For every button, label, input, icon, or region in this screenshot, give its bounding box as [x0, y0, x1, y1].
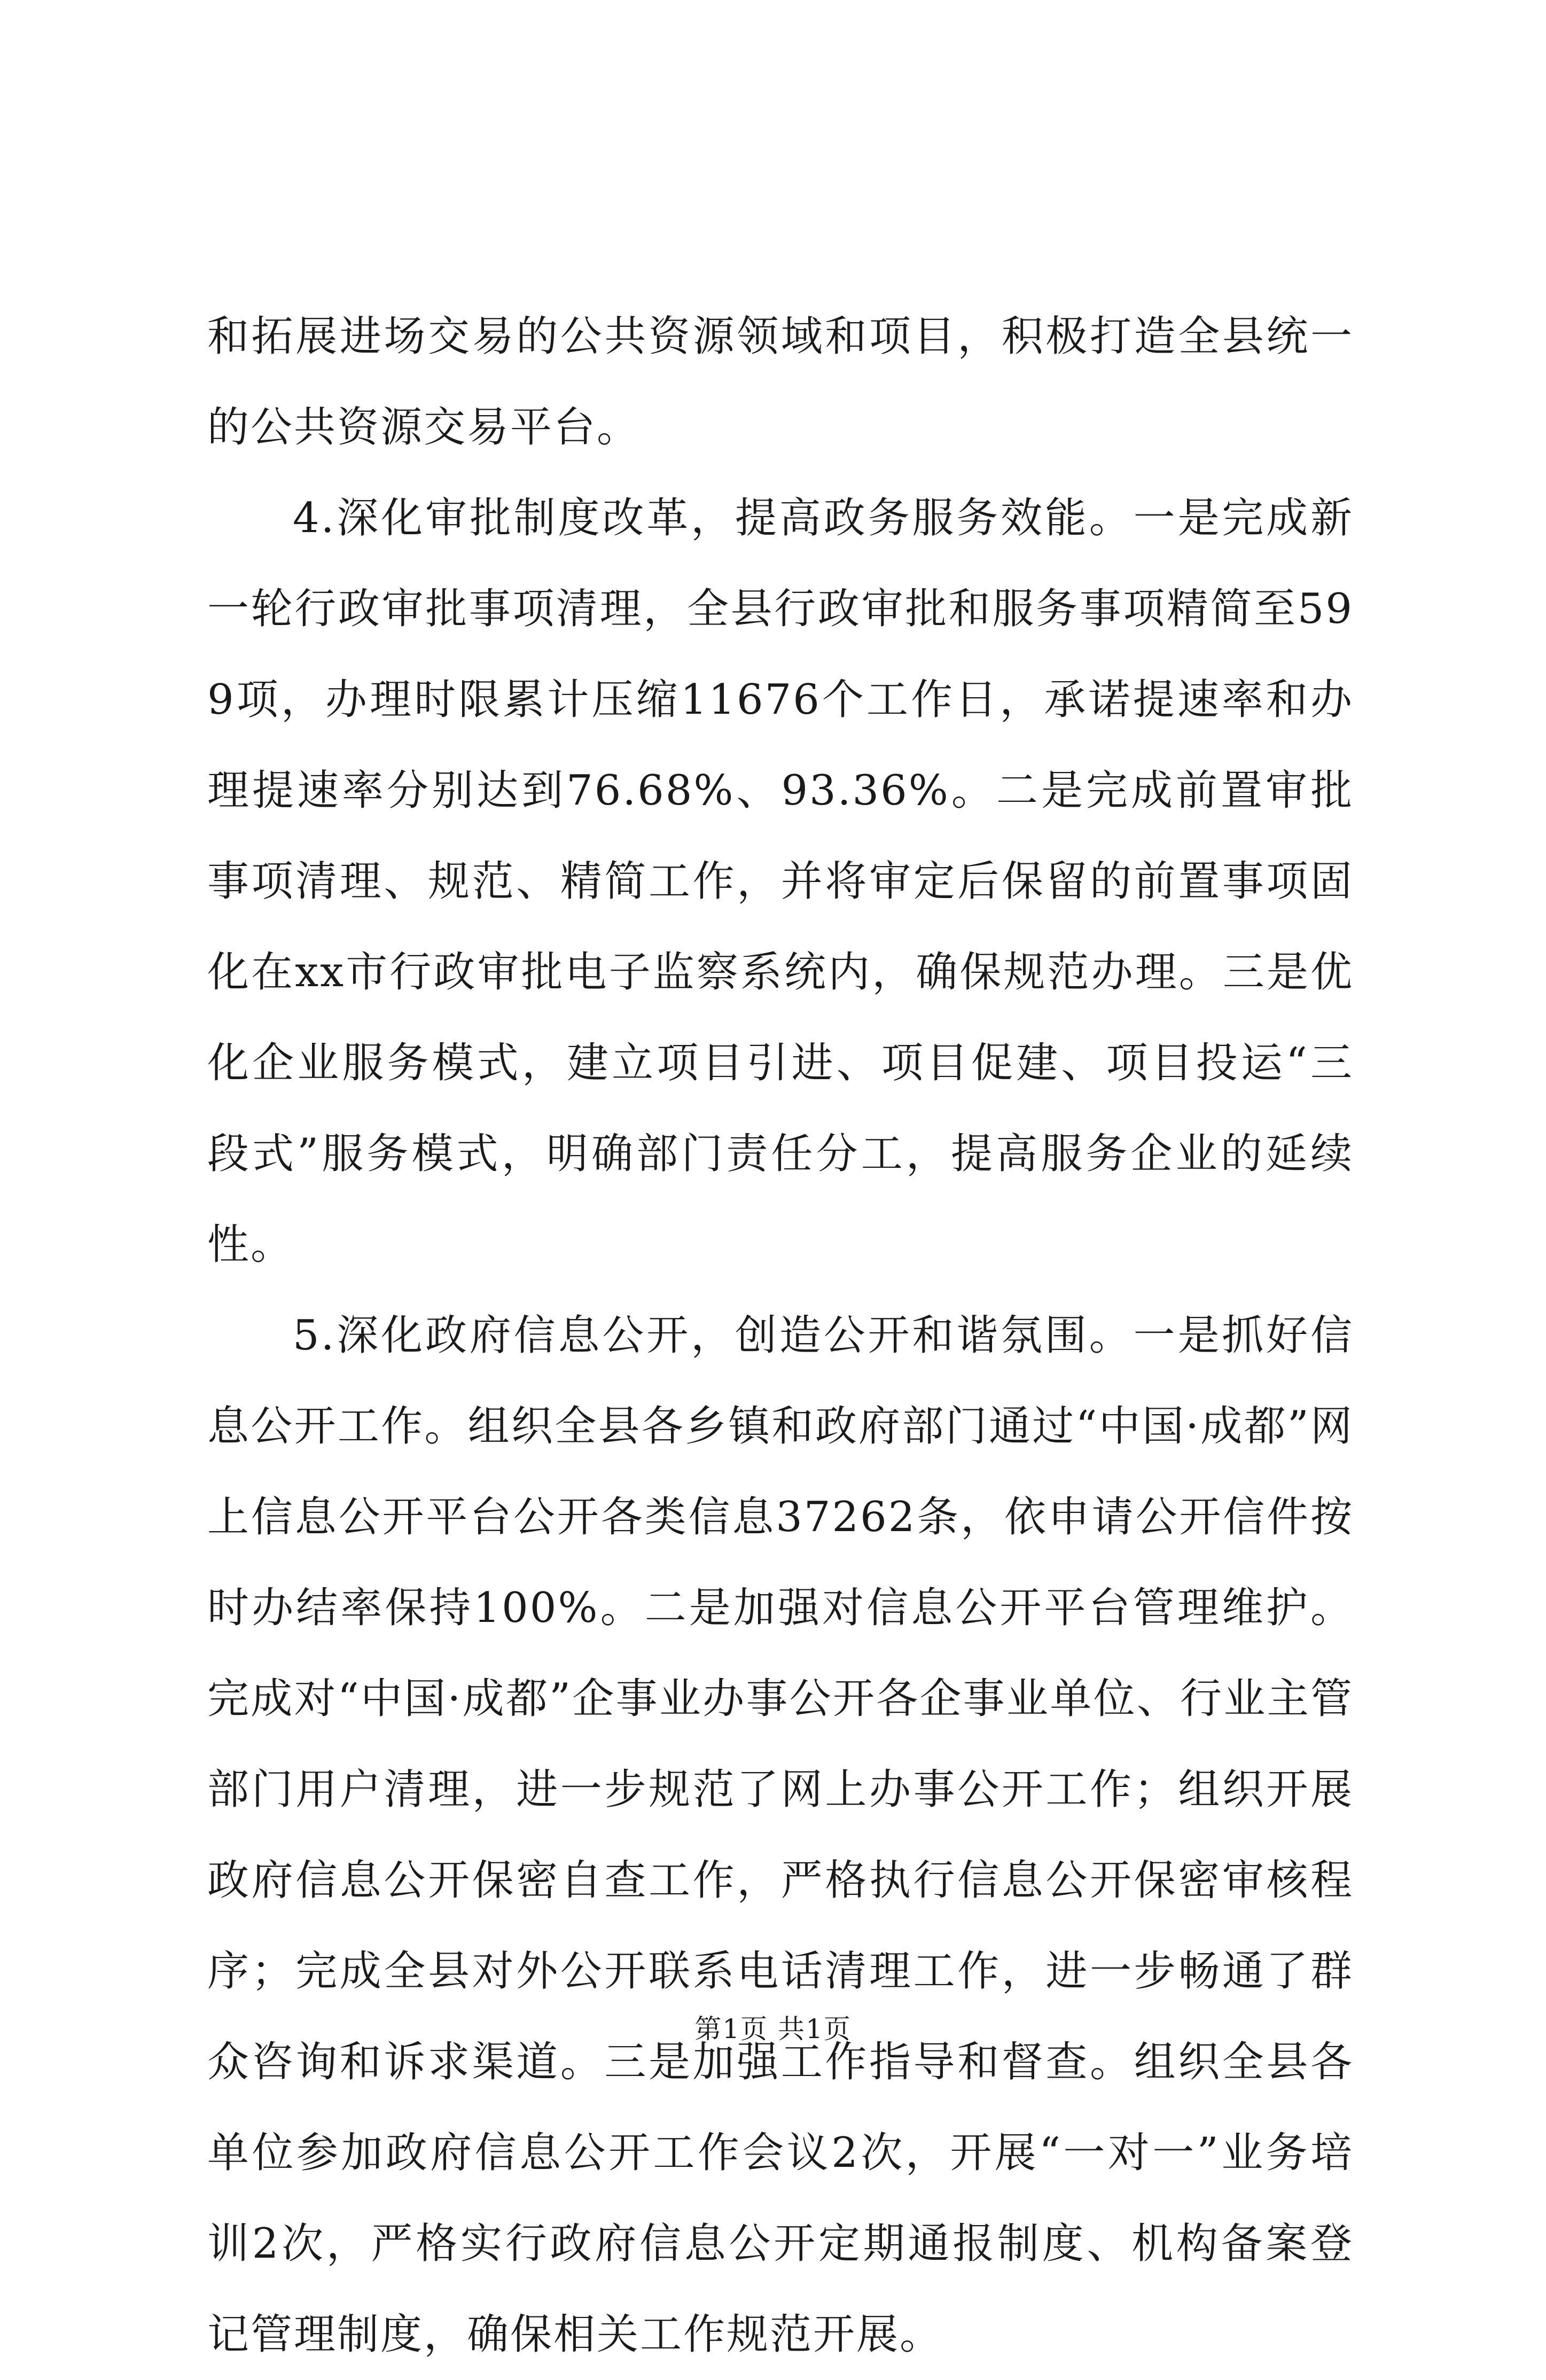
paragraph-continuation: 和拓展进场交易的公共资源领域和项目，积极打造全县统一的公共资源交易平台。: [207, 313, 1354, 451]
document-body: [207, 291, 1354, 2380]
page-footer: 第1页 共1页: [694, 2014, 852, 2045]
paragraph-approval-reform: 4.深化审批制度改革，提高政务服务效能。一是完成新一轮行政审批事项清理，全县行政审批和服务事项精简至599项，办理时限累计压缩11676个工作日，承诺提速率和办理提速率分别达到76.68%、93.36%。二是完成前置审批事项清理、规范、精简工作，并将审定后保留的前置事项固化在xx市行政审批电子监察系统内，确保规范办理。三是优化企业服务模式，建立项目引进、项目促建、项目投运“三段式”服务模式，明确部门责任分工，提高服务企业的延续性。: [207, 494, 1354, 1269]
paragraph-information-disclosure: 5.深化政府信息公开，创造公开和谐氛围。一是抓好信息公开工作。组织全县各乡镇和政府部门通过“中国·成都”网上信息公开平台公开各类信息37262条，依申请公开信件按时办结率保持100%。二是加强对信息公开平台管理维护。完成对“中国·成都”企事业办事公开各企事业单位、行业主管部门用户清理，进一步规范了网上办事公开工作；组织开展政府信息公开保密自查工作，严格执行信息公开保密审核程序；完成全县对外公开联系电话清理工作，进一步畅通了群众咨询和诉求渠道。三是加强工作指导和督查。组织全县各单位参加政府信息公开工作会议2次，开展“一对一”业务培训2次，严格实行政府信息公开定期通报制度、机构备案登记管理制度，确保相关工作规范开展。: [207, 1312, 1354, 2359]
